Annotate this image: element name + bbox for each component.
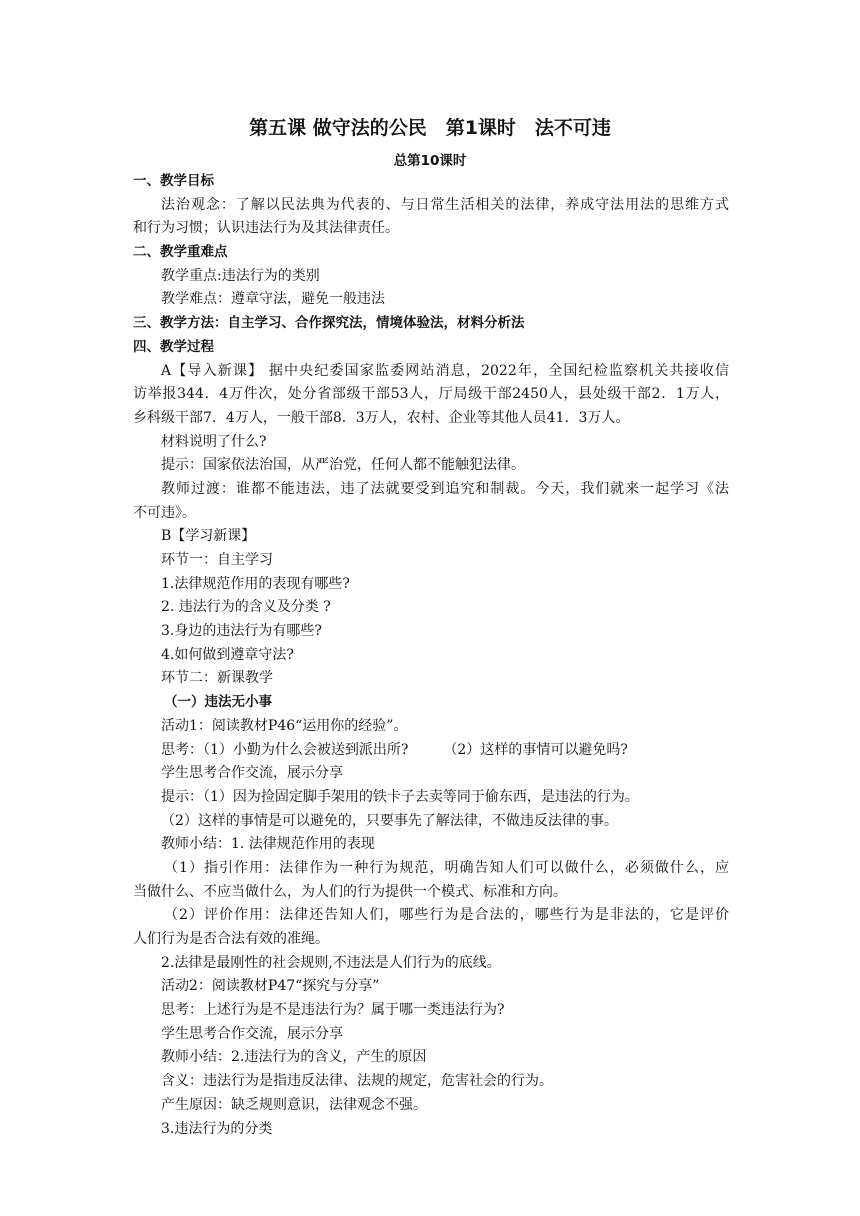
section-heading: 四、教学过程 xyxy=(133,338,214,355)
paragraph-line: 不可违》。 xyxy=(133,504,196,521)
document-body xyxy=(133,170,729,1141)
paragraph-line: （2）这样的事情是可以避免的，只要事先了解法律，不做违反法律的事。 xyxy=(161,812,618,829)
section-heading: 二、教学重难点 xyxy=(133,244,228,261)
paragraph-line: 学生思考合作交流，展示分享 xyxy=(161,765,343,782)
section-heading: 三、教学方法：自主学习、合作探究法，情境体验法，材料分析法 xyxy=(133,315,525,332)
paragraph-line: （1）指引作用：法律作为一种行为规范，明确告知人们可以做什么，必须做什么，应 xyxy=(164,859,729,876)
paragraph-line: （2）评价作用：法律还告知人们，哪些行为是合法的，哪些行为是非法的，它是评价 xyxy=(164,907,729,924)
paragraph-line: 人们行为是否合法有效的准绳。 xyxy=(133,931,329,947)
paragraph-line: 教学难点：遵章守法，避免一般违法 xyxy=(161,291,385,308)
paragraph-line: A【导入新课】 据中央纪委国家监委网站消息，2022年，全国纪检监察机关共接收信 xyxy=(161,362,729,379)
paragraph-line: 思考：上述行为是不是违法行为？属于哪一类违法行为? xyxy=(161,1002,505,1019)
paragraph-line: 思考：（1）小勤为什么会被送到派出所? （2）这样的事情可以避免吗? xyxy=(161,741,628,758)
paragraph-line: 产生原因：缺乏规则意识，法律观念不强。 xyxy=(161,1096,427,1113)
paragraph-line: 2.法律是最刚性的社会规则,不违法是人们行为的底线。 xyxy=(161,954,501,971)
paragraph-line: 法治观念：了解以民法典为代表的、与日常生活相关的法律，养成守法用法的思维方式 xyxy=(161,196,729,213)
paragraph-line: 1.法律规范作用的表现有哪些? xyxy=(161,575,350,592)
paragraph-line: 访举报344．4万件次，处分省部级干部53人，厅局级干部2450人，县处级干部2．1万人， xyxy=(133,386,729,403)
paragraph-line: 3.违法行为的分类 xyxy=(161,1120,273,1137)
paragraph-line: 环节一：自主学习 xyxy=(161,552,273,568)
paragraph-line: 材料说明了什么? xyxy=(161,433,267,450)
paragraph-line: 教师过渡：谁都不能违法，违了法就要受到追究和制裁。今天，我们就来一起学习《法 xyxy=(161,480,729,497)
paragraph-line: 活动1：阅读教材P46“运用你的经验”。 xyxy=(161,717,408,734)
page-title: 第五课 做守法的公民 第1课时 法不可违 xyxy=(249,117,611,139)
paragraph-line: 活动2：阅读教材P47“探究与分享” xyxy=(161,978,380,995)
paragraph-line: 学生思考合作交流，展示分享 xyxy=(161,1025,343,1042)
page-subtitle: 总第10课时 xyxy=(393,153,467,169)
paragraph-line: 3.身边的违法行为有哪些? xyxy=(161,623,322,640)
section-heading: 一、教学目标 xyxy=(133,173,214,189)
paragraph-line: 提示：国家依法治国，从严治党，任何人都不能触犯法律。 xyxy=(161,457,525,474)
paragraph-line: 教师小结：2.违法行为的含义，产生的原因 xyxy=(161,1049,427,1066)
paragraph-line: 乡科级干部7．4万人，一般干部8．3万人，农村、企业等其他人员41．3万人。 xyxy=(133,409,630,426)
paragraph-line: 环节二：新课教学 xyxy=(161,670,273,687)
paragraph-line: 当做什么、不应当做什么，为人们的行为提供一个模式、标准和方向。 xyxy=(133,883,567,900)
paragraph-line: 和行为习惯；认识违法行为及其法律责任。 xyxy=(133,220,399,237)
paragraph-line: 教学重点:违法行为的类别 xyxy=(161,267,320,284)
paragraph-line: 含义：违法行为是指违反法律、法规的规定，危害社会的行为。 xyxy=(161,1073,553,1090)
paragraph-line: B【学习新课】 xyxy=(161,528,256,545)
paragraph-line: 教师小结：1. 法律规范作用的表现 xyxy=(161,836,375,853)
section-heading: （一）违法无小事 xyxy=(164,694,272,711)
paragraph-line: 2. 违法行为的含义及分类 ? xyxy=(161,599,331,616)
paragraph-line: 提示：（1）因为捡固定脚手架用的铁卡子去卖等同于偷东西，是违法的行为。 xyxy=(161,788,639,805)
paragraph-line: 4.如何做到遵章守法? xyxy=(161,646,294,663)
